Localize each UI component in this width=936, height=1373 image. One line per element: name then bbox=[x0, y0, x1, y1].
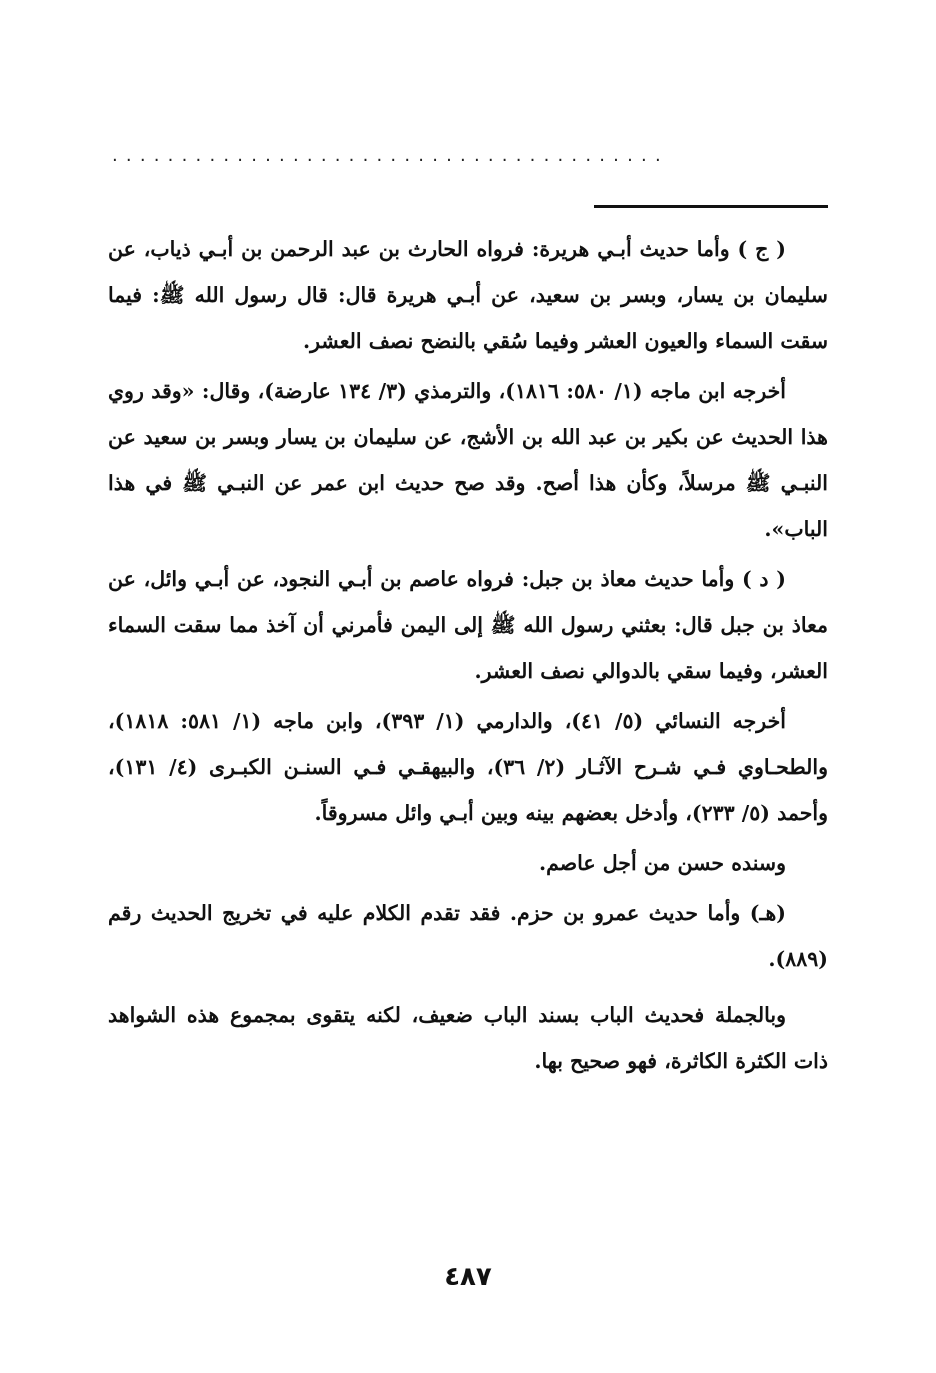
paragraph-muadh: ( د ) وأما حديث معاذ بن جبل: فرواه عاصم بن أبـي النجود، عن أبـي وائل، عن معاذ بن جبل قال: بعثني رسول الله ﷺ إلى اليمن فأمرني أن آخذ مما سقت السماء العشر، وفيما سقي بالدوالي نصف العشر. bbox=[108, 567, 828, 683]
paragraph-abu-hurairah: ( ج ) وأما حديث أبـي هريرة: فرواه الحارث بن عبد الرحمن بن أبـي ذياب، عن سليمان بن يسار، وبسر بن سعيد، عن أبـي هريرة قال: قال رسول الله ﷺ: فيما سقت السماء والعيون العشر وفيما سُقي بالنضح نصف العشر. bbox=[108, 237, 828, 353]
paragraph-sanad-hasan: وسنده حسن من أجل عاصم. bbox=[538, 851, 786, 875]
paragraph-conclusion: وبالجملة فحديث الباب بسند الباب ضعيف، لكنه يتقوى بمجموع هذه الشواهد ذات الكثرة الكاثرة، فهو صحيح بها. bbox=[108, 1003, 828, 1073]
paragraph-nasai-darimi: أخرجه النسائي (٥/ ٤١)، والدارمي (١/ ٣٩٣)، وابن ماجه (١/ ٥٨١: ١٨١٨)، والطحـاوي فـي شـرح الآثـار (٢/ ٣٦)، والبيهقـي فـي السنـن الكبـرى (٤/ ١٣١)، وأحمد (٥/ ٢٣٣)، وأدخل بعضهم بينه وبين أبـي وائل مسروقاً. bbox=[108, 709, 829, 825]
dotted-separator: ........................................ bbox=[112, 146, 669, 166]
footnote-rule bbox=[594, 205, 828, 208]
paragraph-amr-ibn-hazm: (هـ) وأما حديث عمرو بن حزم. فقد تقدم الكلام عليه في تخريج الحديث رقم (٨٨٩). bbox=[108, 901, 828, 971]
footnote-text bbox=[108, 226, 828, 1088]
paragraph-ibn-majah-tirmidhi: أخرجه ابن ماجه (١/ ٥٨٠: ١٨١٦)، والترمذي (٣/ ١٣٤ عارضة)، وقال: «وقد روي هذا الحديث عن بكير بن عبد الله بن الأشج، عن سليمان بن يسار وبسر بن سعيد عن النبـي ﷺ مرسلاً، وكأن هذا أصح. وقد صح حديث ابن عمر عن النبـي ﷺ في هذا الباب». bbox=[108, 379, 828, 541]
page-number: ٤٨٧ bbox=[444, 1262, 492, 1292]
